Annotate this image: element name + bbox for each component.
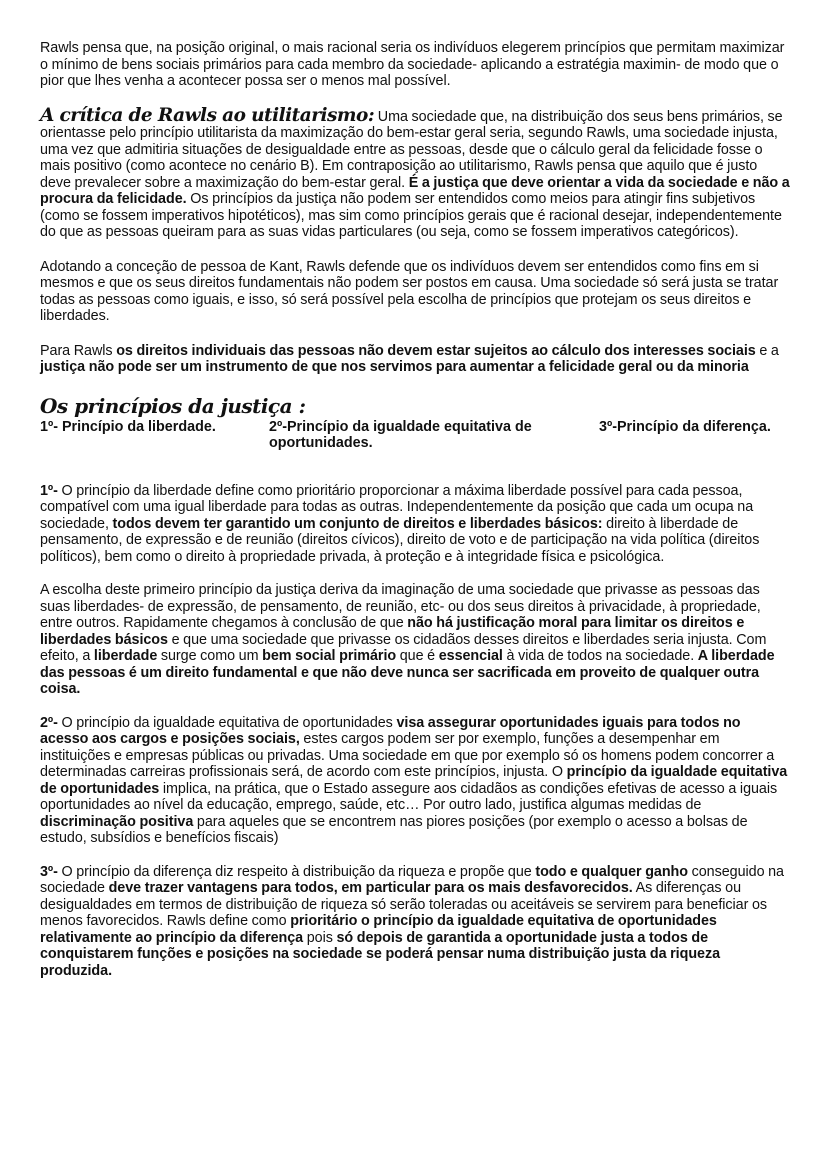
escolha-bold-2: liberdade <box>93 648 158 664</box>
principio-igualdade-label: 2º-Princípio da igualdade equitativa de oportunidades. <box>269 418 532 451</box>
diferenca-bold-2: deve trazer vantagens para todos, em particular para os mais desfavorecidos. <box>108 880 633 896</box>
liberdade-number: 1º- <box>40 482 58 499</box>
diferenca-bold-4: só depois de garantida a oportunidade justa a todos de conquistarem funções e posições na sociedade se poderá pensar numa distribuição justa da riqueza produzida. <box>40 929 721 979</box>
escolha-bold-5: A liberdade das pessoas é um direito fundamental e que não deve nunca ser sacrificada em proveito de qualquer outra coisa. <box>40 648 775 697</box>
igualdade-bold-2: princípio da igualdade equitativa de oportunidades <box>40 764 788 797</box>
intro-paragraph <box>40 40 790 90</box>
critica-text-1: Uma sociedade que, na distribuição dos seus bens primários, se orientasse pelo princípio utilitarista da maximização do bem-estar geral seria, segundo Rawls, uma sociedade injusta, uma vez que admitiria situações de desigualdade entre as pessoas, desde que o cálculo geral da felicidade fosse o mais positivo (como acontece no cenário B). Em contraposição ao utilitarismo, Rawls pensa que aquilo que é justo deve prevalecer sobre a maximização do bem-estar geral. <box>40 108 783 191</box>
escolha-bold-4: essencial <box>438 648 503 664</box>
principios-heading: Os princípios da justiça : <box>40 393 306 418</box>
intro-text: Rawls pensa que, na posição original, o mais racional seria os indivíduos elegerem princípios que permitam maximizar o mínimo de bens sociais primários para cada membro da sociedade- aplicando a estratégia maximin- de modo que o pior que lhes venha a acontecer possa ser o menos mal possível. <box>40 40 785 89</box>
principio-diferenca-label: 3º-Princípio da diferença. <box>599 418 771 435</box>
escolha-bold-1: não há justificação moral para limitar os direitos e liberdades básicos <box>40 615 745 648</box>
diferenca-bold-1: todo e qualquer ganho <box>535 863 688 880</box>
igualdade-bold-1: visa assegurar oportunidades iguais para todos no acesso aos cargos e posições sociais, <box>40 714 741 747</box>
direitos-paragraph <box>40 343 790 376</box>
principio-liberdade-label: 1º- Princípio da liberdade. <box>40 418 216 435</box>
igualdade-text-2: estes cargos podem ser por exemplo, funções a desempenhar em instituições e empresas públicas ou privadas. Uma sociedade em que por exemplo só os homens podem concorrer a determinadas carreiras profissionais será, de acordo com este princípios, injusta. O <box>40 731 775 780</box>
direitos-bold-1: os direitos individuais das pessoas não devem estar sujeitos ao cálculo dos interesses sociais <box>116 342 756 359</box>
escolha-text-2: e que uma sociedade que privasse os cidadãos desses direitos e liberdades seria injusta. Com efeito, a <box>40 631 767 664</box>
kant-paragraph <box>40 259 790 325</box>
direitos-text-2: e a <box>755 342 779 359</box>
liberdade-paragraph <box>40 483 790 566</box>
diferenca-bold-3: prioritário o princípio da igualdade equitativa de oportunidades relativamente ao princípio da diferença <box>40 913 717 946</box>
escolha-text-1: A escolha deste primeiro princípio da justiça deriva da imaginação de uma sociedade que privasse as pessoas das suas liberdades- de expressão, de pensamento, de reunião, etc- ou dos seus direitos à privacidade, à propriedade, entre outros. Rapidamente chegamos à conclusão de que <box>40 582 761 631</box>
critica-bold-1: É a justiça que deve orientar a vida da sociedade e não a procura da felicidade. <box>40 174 790 207</box>
igualdade-number: 2º- <box>40 714 58 731</box>
liberdade-text-2: direito à liberdade de pensamento, de expressão e de reunião (direitos cívicos), direito de voto e de participação na vida política (direitos políticos), bem como o direito à propriedade privada, à proteção e à integridade física e psicológica. <box>40 515 760 565</box>
igualdade-text-1: O princípio da igualdade equitativa de oportunidades <box>57 714 397 731</box>
diferenca-text-4: pois <box>303 929 337 946</box>
liberdade-text-1: O princípio da liberdade define como prioritário proporcionar a máxima liberdade possível para cada pessoa, compatível com uma igual liberdade para todas as outras. Independentemente da posição que cada um ocupa na sociedade, <box>40 482 754 532</box>
critica-heading: A crítica de Rawls ao utilitarismo: <box>40 104 375 126</box>
direitos-text-1: Para Rawls <box>40 342 117 359</box>
diferenca-text-2: conseguido na sociedade <box>40 863 784 896</box>
liberdade-bold-1: todos devem ter garantido um conjunto de direitos e liberdades básicos: <box>112 515 603 532</box>
diferenca-text-1: O princípio da diferença diz respeito à distribuição da riqueza e propõe que <box>57 863 536 880</box>
escolha-text-3: surge como um <box>157 648 263 664</box>
critica-paragraph <box>40 104 790 241</box>
igualdade-bold-3: discriminação positiva <box>40 813 194 830</box>
document-page <box>40 40 790 979</box>
diferenca-paragraph <box>40 864 790 980</box>
escolha-bold-3: bem social primário <box>262 648 397 664</box>
igualdade-paragraph <box>40 715 790 847</box>
igualdade-text-4: para aqueles que se encontrem nas piores posições (por exemplo o acesso a bolsas de estudo, subsídios e benefícios fiscais) <box>40 813 748 846</box>
diferenca-number: 3º- <box>40 863 58 880</box>
critica-text-2: Os princípios da justiça não podem ser entendidos como meios para atingir fins subjetivos (como se fossem imperativos hipotéticos), mas sim como princípios gerais que é racional desejar, independentemente do que as pessoas queiram para as suas vidas particulares (ou seja, como se fossem imperativos categóricos). <box>40 191 782 240</box>
direitos-bold-2: justiça não pode ser um instrumento de que nos servimos para aumentar a felicidade geral ou da minoria <box>40 359 749 375</box>
diferenca-text-3: As diferenças ou desigualdades em termos de distribuição de riqueza só serão toleradas ou aceitáveis se servirem para beneficiar os menos favorecidos. Rawls define como <box>40 880 768 929</box>
escolha-text-4: que é <box>396 648 439 664</box>
igualdade-text-3: implica, na prática, que o Estado assegure aos cidadãos as condições efetivas de acesso a iguais oportunidades ao nível da educação, emprego, saúde, etc… Por outro lado, justifica algumas medidas de <box>40 780 778 813</box>
escolha-paragraph <box>40 582 790 698</box>
principios-list <box>40 419 790 453</box>
escolha-text-5: à vida de todos na sociedade. <box>502 648 698 664</box>
kant-text: Adotando a conceção de pessoa de Kant, Rawls defende que os indivíduos devem ser entendidos como fins em si mesmos e que os seus direitos fundamentais não podem ser postos em causa. Uma sociedade só será justa se tratar todas as pessoas como iguais, e isso, só será possível pela escolha de princípios que protejam os seus direitos e liberdades. <box>40 258 779 324</box>
